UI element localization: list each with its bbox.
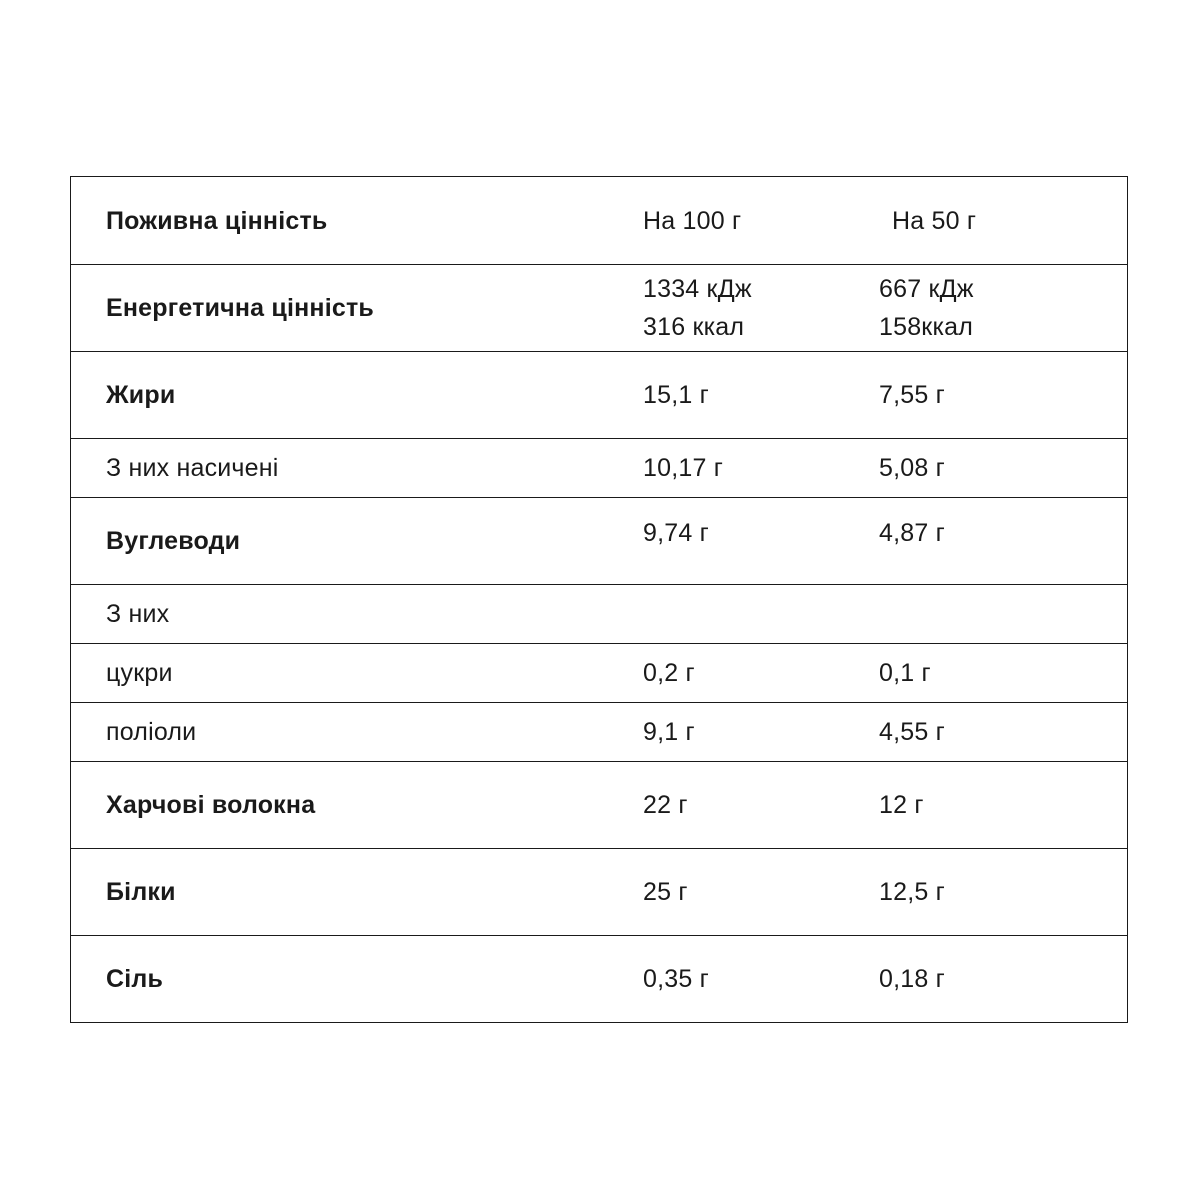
table-row-saturated [71,438,1127,497]
fats-per100: 15,1 г [643,381,709,409]
polyols-label: поліоли [106,718,197,746]
protein-per100: 25 г [643,878,688,906]
carbs-label: Вуглеводи [106,527,241,555]
energy-per100-kj: 1334 кДж [643,275,752,303]
header-per-100g: На 100 г [643,206,742,235]
carbs-per100: 9,74 г [643,519,709,547]
salt-label: Сіль [106,965,164,993]
header-label: Поживна цінність [106,206,328,235]
sugars-per50: 0,1 г [879,659,931,687]
nutrition-table [70,176,1128,1023]
table-header-row [71,177,1127,264]
table-row-energy [71,264,1127,351]
fats-label: Жири [106,381,176,409]
sugars-label: цукри [106,659,173,687]
table-row-fiber [71,761,1127,848]
fiber-per50: 12 г [879,791,924,819]
carbs-per50: 4,87 г [879,519,945,547]
protein-label: Білки [106,878,176,906]
of-which-label: З них [106,600,170,628]
saturated-per50: 5,08 г [879,454,945,482]
energy-per50-kcal: 158ккал [879,313,974,341]
salt-per50: 0,18 г [879,965,945,993]
table-row-salt [71,935,1127,1022]
table-row-protein [71,848,1127,935]
energy-per100-kcal: 316 ккал [643,313,745,341]
table-row-sugars [71,643,1127,702]
table-row-fats [71,351,1127,438]
table-row-of-which [71,584,1127,643]
saturated-label: З них насичені [106,454,279,482]
protein-per50: 12,5 г [879,878,945,906]
energy-label: Енергетична цінність [106,294,374,322]
fiber-label: Харчові волокна [106,791,316,819]
table-row-polyols [71,702,1127,761]
header-per-50g: На 50 г [892,206,977,235]
energy-per50-kj: 667 кДж [879,275,974,303]
saturated-per100: 10,17 г [643,454,724,482]
fiber-per100: 22 г [643,791,688,819]
polyols-per50: 4,55 г [879,718,945,746]
fats-per50: 7,55 г [879,381,945,409]
polyols-per100: 9,1 г [643,718,695,746]
table-row-carbs [71,497,1127,584]
sugars-per100: 0,2 г [643,659,695,687]
salt-per100: 0,35 г [643,965,709,993]
